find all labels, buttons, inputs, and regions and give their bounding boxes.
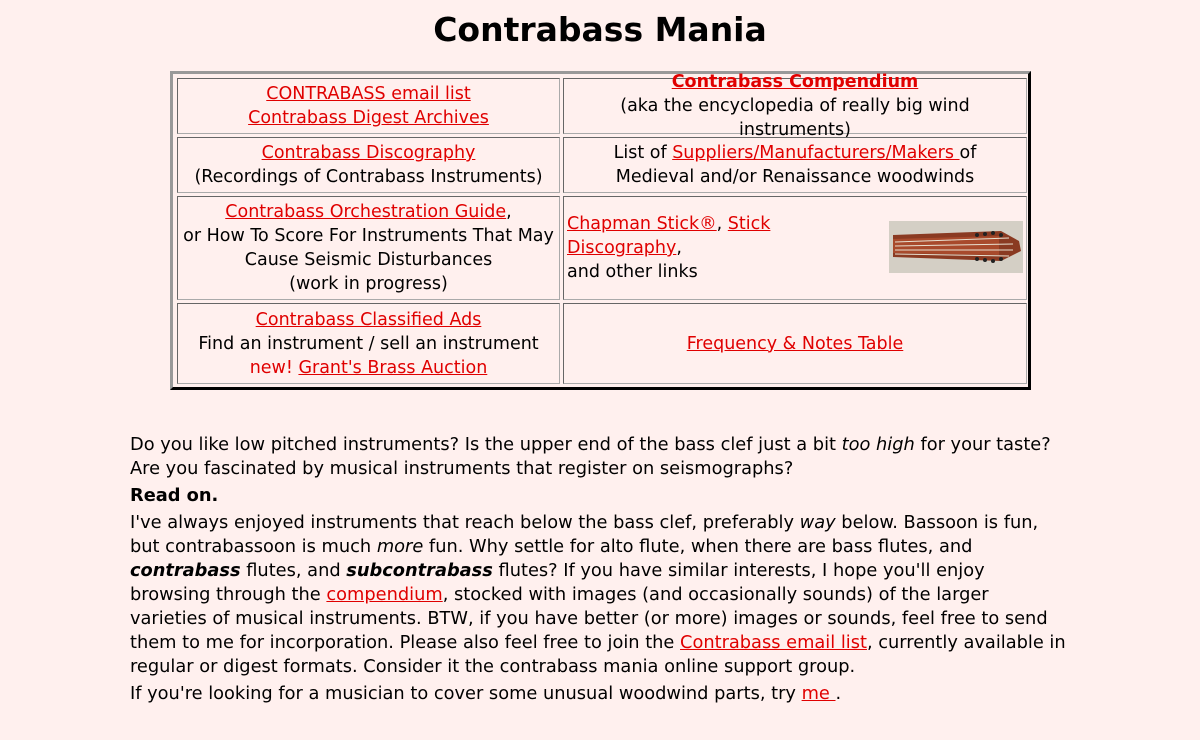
cell-classified xyxy=(177,303,560,384)
cell-email xyxy=(177,78,560,134)
of-text: of xyxy=(959,143,977,163)
p4-b: . xyxy=(835,683,842,704)
compendium-desc: (aka the encyclopedia of really big wind instruments) xyxy=(620,96,970,140)
p1-emphasis: too high xyxy=(841,434,915,455)
links-table xyxy=(170,71,1031,390)
p1-text-b: for your taste? Are you fascinated by musical instruments that register on seismographs? xyxy=(130,434,1051,479)
frequency-notes-link[interactable]: Frequency & Notes Table xyxy=(686,333,904,354)
p3-e: flutes? If you have similar interests, I hope you'll enjoy browsing through the xyxy=(130,560,985,605)
cell-stick xyxy=(563,196,1027,300)
cell-compendium xyxy=(563,72,1027,140)
page-title: Contrabass Mania xyxy=(433,10,767,49)
email-list-link[interactable]: CONTRABASS email list xyxy=(266,84,471,104)
orch-line3: Cause Seismic Disturbances xyxy=(244,250,493,270)
p3-contrabass: contrabass xyxy=(130,560,241,581)
email-list-inline-link[interactable]: Contrabass email list xyxy=(680,632,867,653)
new-badge-text: new! xyxy=(249,357,299,378)
suppliers-link[interactable]: Suppliers/Manufacturers/Makers xyxy=(672,143,960,163)
me-link[interactable]: me xyxy=(801,683,836,704)
p4-a: If you're looking for a musician to cover some unusual woodwind parts, try xyxy=(130,683,802,704)
cell-discography xyxy=(177,137,560,193)
stick-discography-link[interactable]: Stick Discography xyxy=(567,214,771,258)
cell-orchestration xyxy=(177,196,560,300)
cell-frequency xyxy=(563,303,1027,384)
p3-subcontrabass: subcontrabass xyxy=(346,560,493,581)
discography-link[interactable]: Contrabass Discography xyxy=(261,143,476,163)
paragraph-main xyxy=(130,511,1070,679)
read-on-text: Read on. xyxy=(130,485,219,506)
read-on xyxy=(130,484,1070,508)
comma-sep: , xyxy=(716,214,728,234)
discography-desc: (Recordings of Contrabass Instruments) xyxy=(194,167,543,187)
intro-text xyxy=(130,433,1070,709)
digest-archives-link[interactable]: Contrabass Digest Archives xyxy=(248,108,489,128)
chapman-stick-image[interactable] xyxy=(889,221,1023,273)
paragraph-musician xyxy=(130,682,1070,706)
orch-line4: (work in progress) xyxy=(289,274,448,294)
list-of-text: List of xyxy=(613,143,673,163)
classified-ads-link[interactable]: Contrabass Classified Ads xyxy=(255,309,482,330)
cell-suppliers xyxy=(563,137,1027,193)
p3-a: I've always enjoyed instruments that reach below the bass clef, preferably xyxy=(130,512,800,533)
find-sell-text: Find an instrument / sell an instrument xyxy=(198,333,539,354)
orch-line2: or How To Score For Instruments That May xyxy=(183,226,554,246)
medieval-text: Medieval and/or Renaissance woodwinds xyxy=(615,167,975,187)
orchestration-guide-link[interactable]: Contrabass Orchestration Guide xyxy=(225,202,507,222)
p3-way: way xyxy=(799,512,836,533)
brass-auction-link[interactable]: Grant's Brass Auction xyxy=(298,357,488,378)
paragraph-intro xyxy=(130,433,1070,481)
p3-g: , currently available in regular or digest formats. Consider it the contrabass mania online support group. xyxy=(130,632,1066,677)
p3-d: flutes, and xyxy=(240,560,347,581)
p3-more: more xyxy=(376,536,424,557)
p3-c: fun. Why settle for alto flute, when there are bass flutes, and xyxy=(423,536,973,557)
compendium-link[interactable]: Contrabass Compendium xyxy=(671,72,919,92)
p3-f: , stocked with images (and occasionally sounds) of the larger varieties of musical instruments. BTW, if you have better (or more) images or sounds, feel free to send them to me for incorporation. Please also feel free to join the xyxy=(130,584,1048,653)
p1-text-a: Do you like low pitched instruments? Is the upper end of the bass clef just a bit xyxy=(130,434,842,455)
compendium-inline-link[interactable]: compendium xyxy=(326,584,443,605)
other-links-text: and other links xyxy=(567,262,698,282)
comma: , xyxy=(506,202,512,222)
chapman-stick-link[interactable]: Chapman Stick® xyxy=(567,214,717,234)
comma-after: , xyxy=(676,238,682,258)
p3-b: below. Bassoon is fun, but contrabassoon is much xyxy=(130,512,1039,557)
